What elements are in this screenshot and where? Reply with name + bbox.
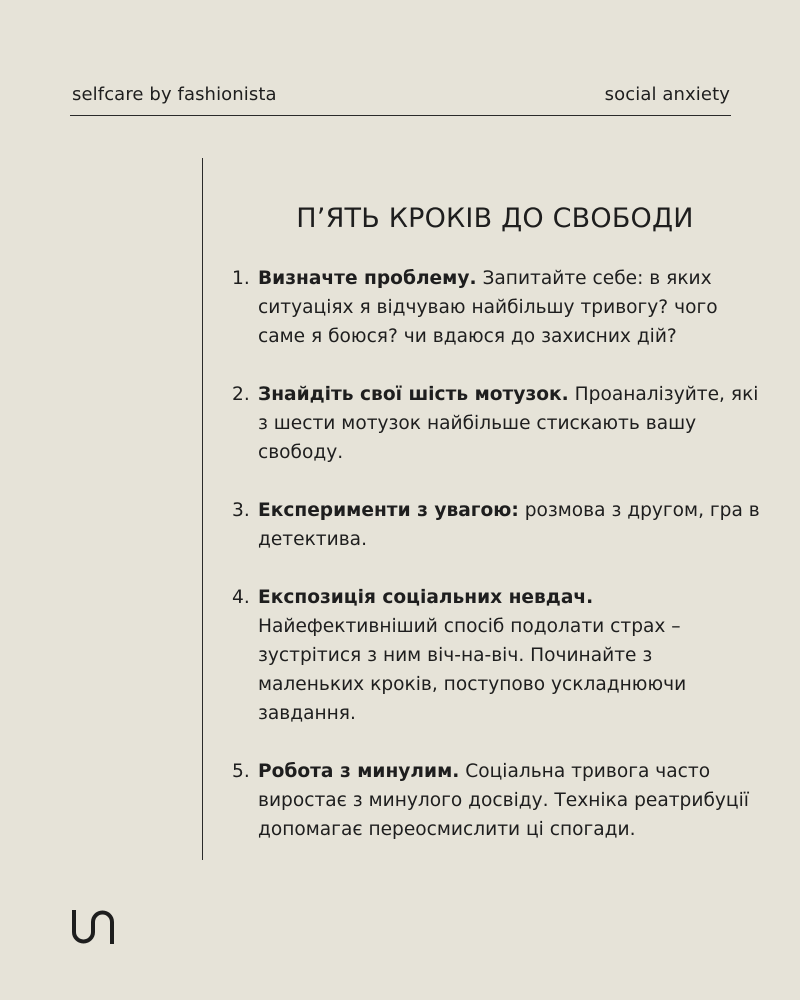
step-item [232, 496, 762, 554]
step-text: Проаналізуйте, які з шести мотузок найбільше стискають вашу свободу. [258, 384, 759, 463]
step-text: Запитайте себе: в яких ситуаціях я відчуваю найбільшу тривогу? чого саме я боюся? чи вдаюся до захисних дій? [258, 268, 718, 347]
step-title: Експерименти з увагою: [258, 500, 519, 521]
steps-list [232, 264, 762, 873]
step-item [232, 264, 762, 351]
step-title: Знайдіть свої шість мотузок. [258, 384, 569, 405]
step-number: 3. [232, 500, 250, 521]
step-number: 4. [232, 587, 250, 608]
brand-monogram-icon [70, 908, 118, 946]
step-number: 1. [232, 268, 250, 289]
step-title: Робота з минулим. [258, 761, 460, 782]
vertical-divider [202, 158, 203, 860]
step-text: Найефективніший спосіб подолати страх – зустрітися з ним віч-на-віч. Починайте з маленьких кроків, поступово ускладнюючи завдання. [258, 616, 687, 724]
step-text: Соціальна тривога часто виростає з минулого досвіду. Техніка реатрибуції допомагає переосмислити ці спогади. [258, 761, 749, 840]
step-title: Експозиція соціальних невдач. [258, 587, 594, 608]
step-title: Визначте проблему. [258, 268, 477, 289]
step-item [232, 583, 762, 728]
topic-label: social anxiety [604, 84, 730, 105]
step-item [232, 757, 762, 844]
header-divider [70, 115, 731, 116]
page-title: П’ЯТЬ КРОКІВ ДО СВОБОДИ [296, 203, 694, 234]
step-number: 2. [232, 384, 250, 405]
step-number: 5. [232, 761, 250, 782]
step-item [232, 380, 762, 467]
brand-name: selfcare by fashionista [72, 84, 277, 105]
step-text: розмова з другом, гра в детектива. [258, 500, 760, 550]
